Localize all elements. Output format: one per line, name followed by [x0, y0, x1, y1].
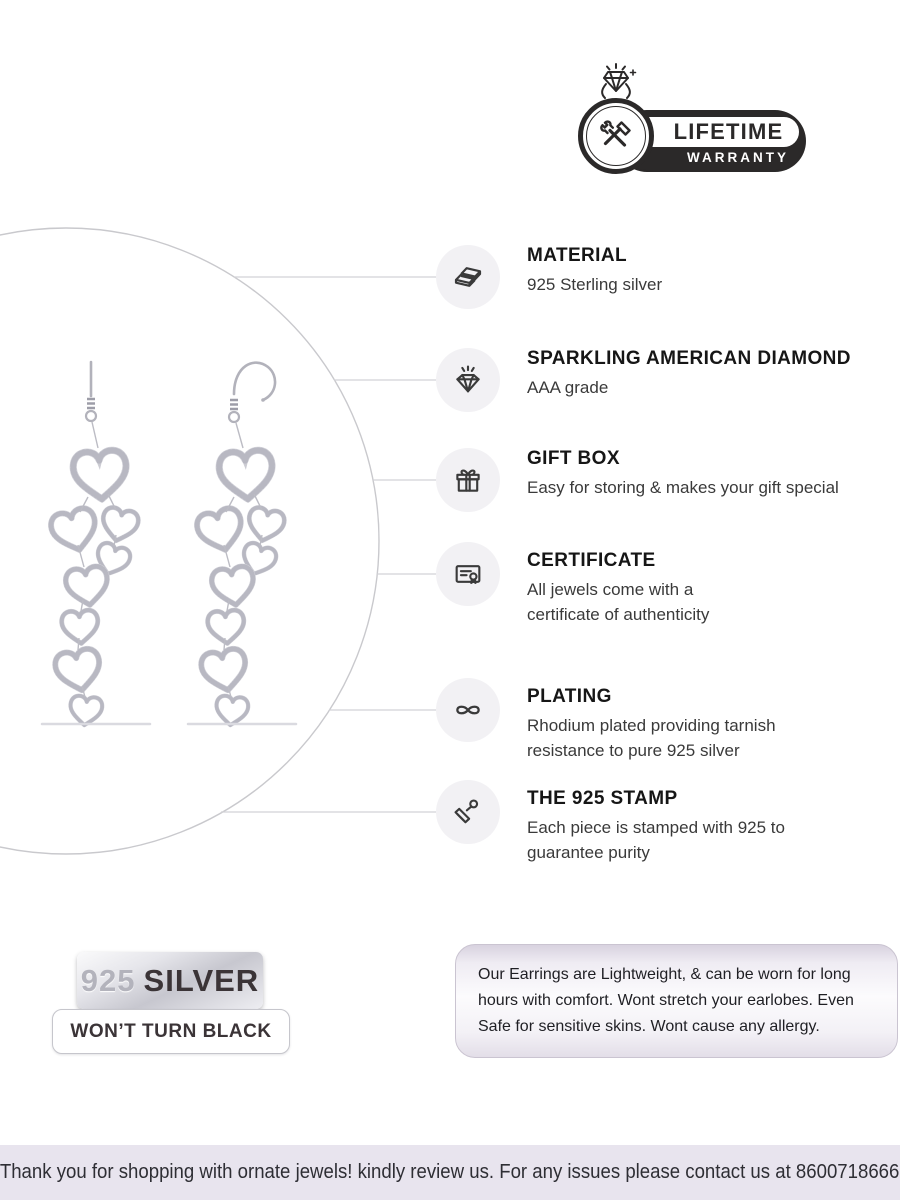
feature-desc: Each piece is stamped with 925 to [527, 818, 785, 837]
feature-title: CERTIFICATE [527, 550, 656, 571]
feature-plating: PLATING Rhodium plated providing tarnish resistance to pure 925 silver [436, 678, 900, 763]
infinity-icon [436, 678, 500, 742]
diamond-icon [436, 348, 500, 412]
wont-turn-black-badge [52, 1009, 290, 1054]
warranty-circle [578, 98, 654, 174]
left-earring [42, 362, 150, 727]
silver-925-word: SILVER [143, 962, 260, 998]
feature-certificate: CERTIFICATE All jewels come with a certificate of authenticity [436, 542, 900, 627]
wont-turn-black-label: WON’T TURN BLACK [70, 1020, 272, 1042]
warranty-line1: LIFETIME [673, 119, 784, 144]
silver-925-number: 925 [80, 962, 136, 998]
tools-icon [596, 116, 636, 156]
feature-desc: Rhodium plated providing tarnish [527, 716, 776, 735]
feature-desc: All jewels come with a [527, 580, 694, 599]
feature-title: SPARKLING AMERICAN DIAMOND [527, 348, 851, 369]
lifetime-warranty-badge [578, 64, 810, 179]
feature-925-stamp: THE 925 STAMP Each piece is stamped with 925 to guarantee purity [436, 780, 900, 865]
warranty-line2: WARRANTY [687, 150, 789, 165]
lightweight-note-box [455, 944, 898, 1058]
silver-bars-icon [436, 245, 500, 309]
feature-title: PLATING [527, 686, 612, 707]
feature-gift-box [436, 448, 900, 512]
certificate-icon [436, 542, 500, 606]
gift-box-icon [436, 448, 500, 512]
feature-title: THE 925 STAMP [527, 788, 678, 809]
lightweight-note-text: Our Earrings are Lightweight, & can be worn for long hours with comfort. Wont stretch your earlobes. Even Safe for sensitive skins. Wont cause any allergy. [478, 966, 854, 1035]
feature-diamond [436, 348, 900, 412]
feature-desc: Easy for storing & makes your gift special [527, 478, 839, 497]
feature-title: MATERIAL [527, 245, 627, 266]
stamp-icon [436, 780, 500, 844]
footer-text: Thank you for shopping with ornate jewels! kindly review us. For any issues please contact us at 8600718666 [0, 1161, 900, 1183]
right-earring [188, 363, 296, 727]
feature-material [436, 245, 900, 309]
feature-desc: AAA grade [527, 378, 609, 397]
silver-925-plaque [77, 952, 263, 1009]
feature-desc: 925 Sterling silver [527, 275, 663, 294]
feature-title: GIFT BOX [527, 448, 620, 469]
footer-bar [0, 1145, 900, 1200]
